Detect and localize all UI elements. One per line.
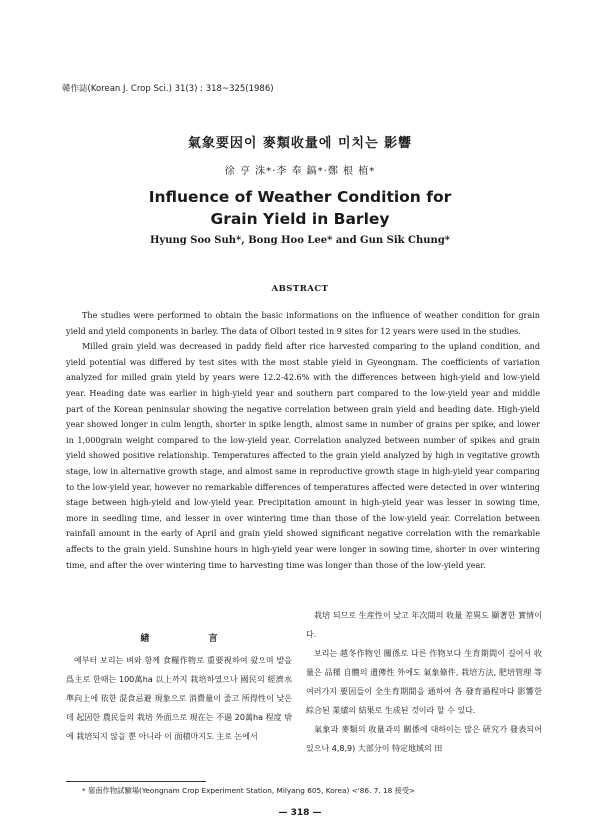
english-title-line-2: Grain Yield in Barley [210,210,390,228]
right-column-paragraph-2: 보리는 越冬作物인 關係로 다른 作物보다 生育期間이 길어서 收量은 品種 自體의 遺傳性 外에도 氣象條件, 栽培方法, 肥培管理 等 여러가지 要因들이 全生育期間을 通하여 各 發育過程마다 影響한 綜合된 業績의 結果로 生成된 것이라 할 수 있다. [306,649,542,715]
footnote: * 嶺南作物試驗場(Yeongnam Crop Experiment Station, Milyang 605, Korea) <'86. 7. 18 接受> [82,786,416,795]
left-column [66,630,292,746]
english-title-line-1: Influence of Weather Condition for [148,188,452,206]
right-column-paragraph-1: 栽培 되므로 生産性이 낮고 年次間의 收量 差異도 顯著한 實情이다. [306,611,542,639]
introduction-heading: 緖 言 [140,634,246,644]
journal-reference: 韓作誌(Korean J. Crop Sci.) 31(3) : 318~325(1986) [62,84,274,94]
footnote-divider [66,781,206,782]
korean-authors: 徐 亨 洙*·李 奉 鎬*·鄭 根 植* [224,166,376,177]
right-column-paragraph-3: 氣象과 麥類의 收量과의 關係에 대하이는 많은 研究가 發表되어 있으나 4,8,9) 大部分이 特定地域의 田 [306,725,542,753]
left-column-paragraph-1: 예부터 보리는 벼와 함께 食糧作物로 重要視하여 왔으며 밭을 爲主로 한때는 100萬ha 以上까지 栽培하였으나 國民의 經濟水準向上에 依한 混食忌避 現象으로 消費量이 줄고 所得性이 낮은데 起因한 農民들의 栽培 外面으로 現在는 不過 20萬ha 程度 밖에 栽培되지 않을 뿐 아니라 이 面積마지도 主로 논에서 [66,656,292,741]
right-column [306,606,542,758]
english-title [0,186,600,230]
english-authors: Hyung Soo Suh*, Bong Hoo Lee* and Gun Sik Chung* [149,235,451,246]
abstract-body [66,308,540,573]
abstract-heading: ABSTRACT [271,284,329,294]
korean-title: 氣象要因이 麥類收量에 미치는 影響 [187,136,413,151]
abstract-paragraph-2: Milled grain yield was decreased in paddy field after rice harvested comparing to the upland condition, and yield potential was differed by test sites with the most stable yield in Gyeongnam. The coefficients of variation analyzed for milled grain yield by years were 12.2-42.6% with the differences between high-yield and low-yield year. Heading date was earlier in high-yield year and southern part compared to the low-yield year and middle part of the Korean peninsular showing the negative correlation between grain yield and heading date. High-yield year showed longer in culm length, shorter in spike length, almost same in number of grains per spike, and lower in 1,000grain weight compared to the low-yield year. Correlation analyzed between number of spikes and grain yield showed positive relationship. Temperatures affected to the grain yield analyzed by high in vegitative growth stage, low in alternative growth stage, and almost same in reproductive growth stage in high-yield year comparing to the low-yield year, however no remarkable differences of temperatures affected were detected in over wintering stage between high-yield and low-yield year. Precipitation amount in high-yield year was lesser in sowing time, more in seedling time, and lesser in over wintering time than those of the low-yield year. Correlation between rainfall amount in the early of April and grain yield showed significant negative correlation with the remarkable affects to the grain yield. Sunshine hours in high-yield year were longer in sowing time, shorter in over wintering time, and after the over wintering time to harvesting time was longer than those of the low-yield year. [66,341,540,570]
page-number: — 318 — [278,808,322,818]
abstract-paragraph-1: The studies were performed to obtain the basic informations on the influence of weather condition for grain yield and yield components in barley. The data of Olbori tested in 9 sites for 12 years were used in the studies. [66,310,540,336]
